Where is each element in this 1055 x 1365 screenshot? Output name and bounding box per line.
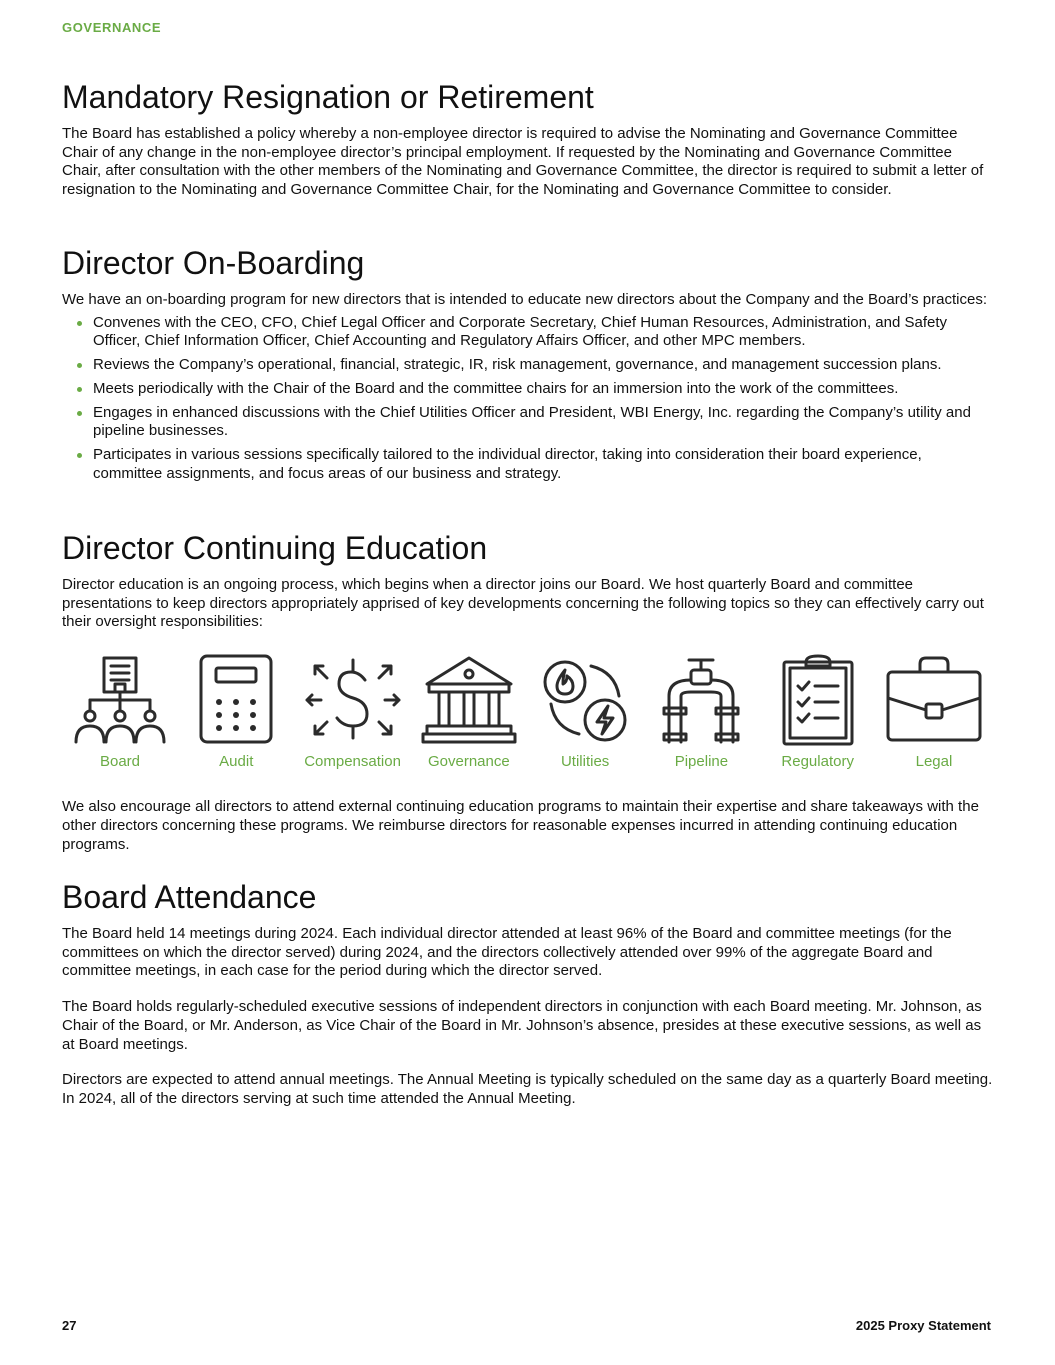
government-building-icon	[419, 654, 519, 746]
section-body: The Board has established a policy whereby a non-employee director is required to advise the Nominating and Governance Committee Chair of any change in the non-employee director’s principal employment. If requested by the Nominating and Governance Committee Chair, after consultation with the other members of the Nominating and Governance Committee, the director is required to submit a letter of resignation to the Nominating and Governance Committee Chair, for the Nominating and Governance Committee to consider.	[62, 125, 984, 199]
topic-label: Regulatory	[781, 753, 854, 771]
topic-label: Board	[99, 753, 141, 771]
document-title: 2025 Proxy Statement	[855, 1318, 991, 1333]
topic-regulatory	[760, 654, 876, 770]
dollar-arrows-icon	[303, 654, 403, 746]
topic-governance	[411, 654, 527, 770]
section-education	[62, 529, 994, 854]
attendance-paragraph-3: Directors are expected to attend annual meetings. The Annual Meeting is typically scheduled on the same day as a quarterly Board meeting. In 2024, all of the directors serving at such time attended the Annual Meeting.	[62, 1071, 993, 1107]
section-tag: GOVERNANCE	[62, 20, 162, 35]
page-number: 27	[62, 1318, 77, 1333]
topic-compensation	[295, 654, 411, 770]
onboarding-list	[62, 314, 994, 484]
section-closing: We also encourage all directors to attend external continuing education programs to maintain their expertise and share takeaways with the other directors concerning these programs. We reimburse directors for reasonable expenses incurred in attending continuing education programs.	[62, 798, 979, 853]
list-item: Engages in enhanced discussions with the Chief Utilities Officer and President, WBI Energy, Inc. regarding the Company’s utility and pipeline businesses.	[62, 404, 994, 441]
list-item: Convenes with the CEO, CFO, Chief Legal Officer and Corporate Secretary, Chief Human Resources, Administration, and Safety Officer, Chief Information Officer, Chief Accounting and Regulatory Affairs Officer, and other MPC members.	[62, 314, 994, 351]
topic-pipeline	[643, 654, 759, 770]
bullet-icon	[77, 453, 82, 458]
section-attendance	[62, 878, 994, 1109]
section-intro: We have an on-boarding program for new directors that is intended to educate new directors about the Company and the Board’s practices:	[62, 291, 987, 308]
section-title: Director On-Boarding	[62, 245, 365, 281]
section-intro: Director education is an ongoing process, which begins when a director joins our Board. We host quarterly Board and committee presentations to keep directors appropriately apprised of key developments concerning the following topics so they can effectively carry out their oversight responsibilities:	[62, 576, 984, 631]
list-item: Meets periodically with the Chair of the Board and the committee chairs for an immersion into the work of the committees.	[62, 380, 994, 399]
org-chart-icon	[70, 654, 170, 746]
section-onboarding	[62, 244, 994, 488]
calculator-icon	[186, 654, 286, 746]
topic-label: Governance	[427, 753, 510, 771]
topic-label: Legal	[915, 753, 953, 771]
topic-label: Pipeline	[674, 753, 729, 771]
topic-utilities	[527, 654, 643, 770]
topic-board	[62, 654, 178, 770]
list-item: Reviews the Company’s operational, financial, strategic, IR, risk management, governance, and management succession plans.	[62, 356, 994, 375]
topic-label: Compensation	[304, 753, 401, 771]
education-topics	[62, 654, 992, 770]
clipboard-checklist-icon	[768, 654, 868, 746]
section-title: Director Continuing Education	[62, 530, 488, 566]
list-item: Participates in various sessions specifically tailored to the individual director, taking into consideration their board experience, committee assignments, and focus areas of our business and strategy.	[62, 446, 994, 483]
bullet-icon	[77, 363, 82, 368]
flame-bolt-icon	[535, 654, 635, 746]
bullet-icon	[77, 321, 82, 326]
topic-audit	[178, 654, 294, 770]
attendance-paragraph-1: The Board held 14 meetings during 2024. Each individual director attended at least 96% of the Board and committee meetings (for the committees on which the director served) during 2024, and the directors collectively attended over 99% of the aggregate Board and committee meetings, in each case for the period during which the director served.	[62, 925, 952, 980]
bullet-icon	[77, 387, 82, 392]
attendance-paragraph-2: The Board holds regularly-scheduled executive sessions of independent directors in conjunction with each Board meeting. Mr. Johnson, as Chair of the Board, or Mr. Anderson, as Vice Chair of the Board in Mr. Johnson’s absence, presides at these executive sessions, as well as at Board meetings.	[62, 998, 982, 1053]
section-title: Mandatory Resignation or Retirement	[62, 79, 594, 115]
topic-label: Audit	[219, 753, 254, 771]
briefcase-icon	[884, 654, 984, 746]
topic-legal	[876, 654, 992, 770]
topic-label: Utilities	[560, 753, 610, 771]
section-title: Board Attendance	[62, 879, 317, 915]
section-resignation	[62, 78, 994, 200]
bullet-icon	[77, 411, 82, 416]
pipe-valve-icon	[651, 654, 751, 746]
